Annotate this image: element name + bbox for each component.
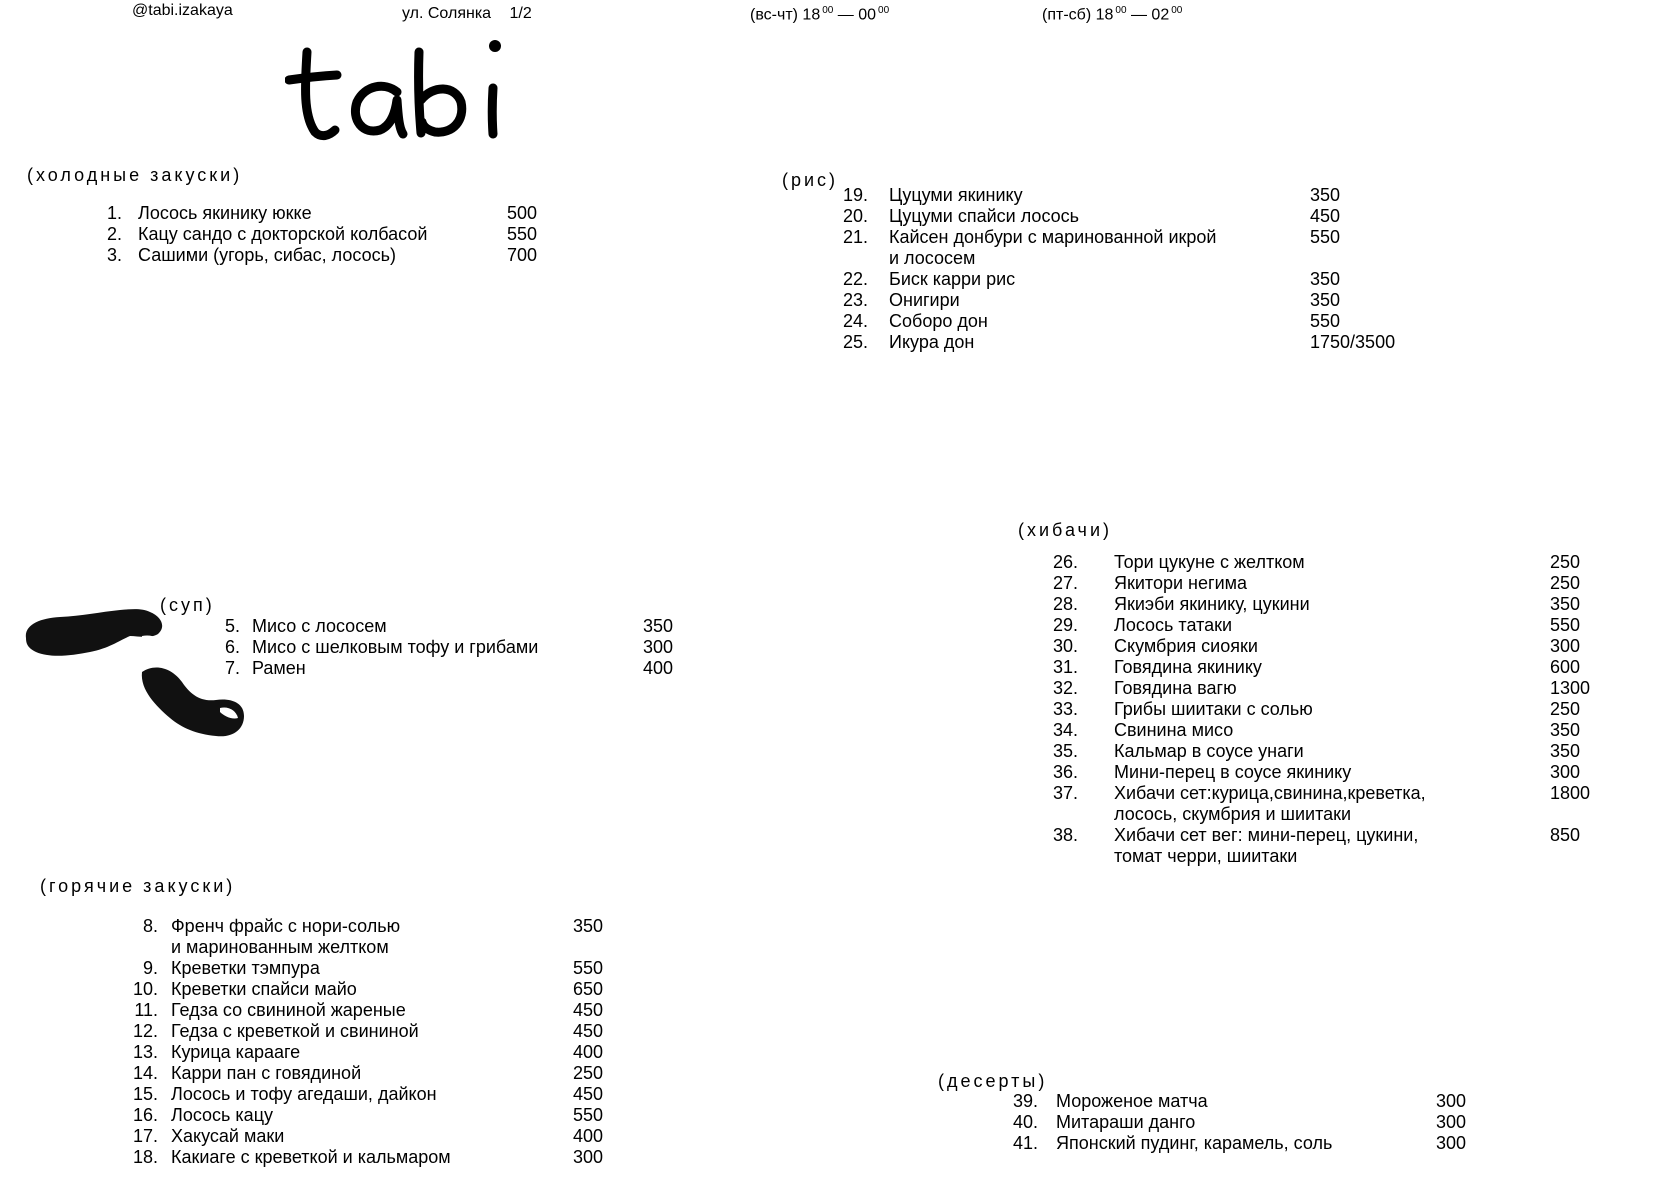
item-number: 17.: [132, 1126, 158, 1146]
item-price: 450: [573, 1000, 604, 1020]
item-name: Тори цукуне с желтком: [1114, 552, 1305, 572]
item-name: Лосось и тофу агедаши, дайкон: [171, 1084, 437, 1104]
item-number: 29.: [1052, 615, 1078, 635]
item-number: 38.: [1052, 825, 1078, 845]
item-price: 250: [1550, 573, 1581, 593]
hours-weekdays-open: (вс-чт) 18: [750, 6, 821, 24]
item-name: Соборо дон: [889, 311, 988, 331]
item-number: 16.: [132, 1105, 158, 1125]
item-price: 300: [643, 637, 674, 657]
item-name-cont: лосось, скумбрия и шиитаки: [1114, 804, 1352, 824]
item-price: 350: [1550, 720, 1581, 740]
item-price: 350: [573, 916, 604, 936]
item-name: Свинина мисо: [1114, 720, 1234, 740]
item-price: 350: [1310, 269, 1341, 289]
item-name: Говядина якинику: [1114, 657, 1262, 677]
item-name: Гедза с креветкой и свининой: [171, 1021, 419, 1041]
hours-sup: 00: [878, 5, 890, 16]
item-number: 25.: [842, 332, 868, 352]
section-title-cold: (холодные закуски): [27, 165, 243, 185]
item-number: 9.: [142, 958, 158, 978]
section-title-desserts: (десерты): [938, 1071, 1048, 1091]
item-number: 15.: [132, 1084, 158, 1104]
item-price: 500: [507, 203, 538, 223]
item-number: 32.: [1052, 678, 1078, 698]
item-price: 1750/3500: [1310, 332, 1396, 352]
item-price: 450: [573, 1084, 604, 1104]
item-price: 300: [1550, 636, 1581, 656]
instagram-handle: @tabi.izakaya: [132, 2, 233, 19]
item-number: 39.: [1012, 1091, 1038, 1111]
hours-sup: 00: [822, 5, 834, 16]
item-price: 550: [573, 1105, 604, 1125]
item-price: 250: [1550, 552, 1581, 572]
item-number: 13.: [132, 1042, 158, 1062]
item-name: Лосось якинику юкке: [138, 203, 312, 223]
item-number: 35.: [1052, 741, 1078, 761]
item-name-cont: и маринованным желтком: [171, 937, 389, 957]
hours-weekend-close: — 02: [1130, 6, 1170, 24]
item-price: 550: [507, 224, 538, 244]
item-name: Японский пудинг, карамель, соль: [1056, 1133, 1333, 1153]
item-name: Скумбрия сиояки: [1114, 636, 1258, 656]
item-number: 21.: [842, 227, 868, 247]
item-number: 12.: [132, 1021, 158, 1041]
item-number: 28.: [1052, 594, 1078, 614]
address: [402, 5, 532, 23]
item-price: 1800: [1550, 783, 1591, 803]
section-title-hot: (горячие закуски): [40, 876, 236, 896]
item-number: 5.: [224, 616, 240, 636]
item-name: Мороженое матча: [1056, 1091, 1208, 1111]
item-price: 600: [1550, 657, 1581, 677]
item-name: Креветки тэмпура: [171, 958, 320, 978]
footprints-icon: [20, 590, 250, 750]
hours-weekdays: [750, 5, 889, 24]
item-price: 350: [1550, 594, 1581, 614]
hours-sup: 00: [1115, 5, 1127, 16]
hours-sup: 00: [1171, 5, 1183, 16]
item-number: 27.: [1052, 573, 1078, 593]
item-number: 8.: [142, 916, 158, 936]
item-name: Карри пан с говядиной: [171, 1063, 362, 1083]
item-number: 22.: [842, 269, 868, 289]
item-name: Биск карри рис: [889, 269, 1016, 289]
item-price: 400: [573, 1126, 604, 1146]
item-number: 11.: [134, 1000, 158, 1020]
item-price: 300: [1436, 1091, 1467, 1111]
item-number: 6.: [224, 637, 240, 657]
item-number: 24.: [842, 311, 868, 331]
item-price: 550: [1310, 227, 1341, 247]
item-name: Сашими (угорь, сибас, лосось): [138, 245, 396, 265]
item-number: 1.: [106, 203, 122, 223]
section-title-soup: (суп): [160, 595, 215, 615]
item-number: 40.: [1012, 1112, 1038, 1132]
item-number: 19.: [842, 185, 868, 205]
section-title-rice: (рис): [782, 170, 839, 190]
item-price: 550: [1550, 615, 1581, 635]
item-number: 3.: [106, 245, 122, 265]
item-name: Мисо с лососем: [252, 616, 387, 636]
item-price: 550: [573, 958, 604, 978]
item-name: Рамен: [252, 658, 306, 678]
item-name: Грибы шиитаки с солью: [1114, 699, 1313, 719]
item-name: Хибачи сет вег: мини-перец, цукини,: [1114, 825, 1419, 845]
item-price: 450: [573, 1021, 604, 1041]
item-price: 350: [1310, 290, 1341, 310]
item-number: 31.: [1052, 657, 1078, 677]
item-name: Икура дон: [889, 332, 975, 352]
item-price: 400: [573, 1042, 604, 1062]
item-number: 34.: [1052, 720, 1078, 740]
item-number: 7.: [224, 658, 240, 678]
item-number: 20.: [842, 206, 868, 226]
item-name: Цуцуми спайси лосось: [889, 206, 1080, 226]
item-price: 850: [1550, 825, 1581, 845]
item-name: Митараши данго: [1056, 1112, 1196, 1132]
item-price: 450: [1310, 206, 1341, 226]
address-street: ул. Солянка: [402, 5, 492, 22]
item-name: Онигири: [889, 290, 960, 310]
item-number: 37.: [1052, 783, 1078, 803]
item-name: Цуцуми якинику: [889, 185, 1023, 205]
item-price: 350: [643, 616, 674, 636]
item-price: 350: [1310, 185, 1341, 205]
item-price: 1300: [1550, 678, 1591, 698]
item-price: 700: [507, 245, 538, 265]
item-price: 300: [1436, 1112, 1467, 1132]
item-number: 14.: [132, 1063, 158, 1083]
item-name: Хибачи сет:курица,свинина,креветка,: [1114, 783, 1426, 803]
item-price: 300: [1550, 762, 1581, 782]
item-name: Гедза со свининой жареные: [171, 1000, 406, 1020]
item-number: 30.: [1052, 636, 1078, 656]
item-price: 250: [573, 1063, 604, 1083]
item-price: 650: [573, 979, 604, 999]
item-name: Какиаге с креветкой и кальмаром: [171, 1147, 451, 1167]
item-price: 250: [1550, 699, 1581, 719]
item-name: Кацу сандо с докторской колбасой: [138, 224, 428, 244]
item-name: Мини-перец в соусе якинику: [1114, 762, 1352, 782]
item-name: Кальмар в соусе унаги: [1114, 741, 1304, 761]
hours-weekend: [1042, 5, 1182, 24]
item-name: Говядина вагю: [1114, 678, 1237, 698]
item-name: Якитори негима: [1114, 573, 1248, 593]
item-number: 41.: [1012, 1133, 1038, 1153]
item-number: 23.: [842, 290, 868, 310]
item-name: Хакусай маки: [171, 1126, 285, 1146]
address-number: 1/2: [509, 5, 532, 22]
hours-weekend-open: (пт-сб) 18: [1042, 6, 1114, 24]
item-name: Лосось кацу: [171, 1105, 274, 1125]
item-name: Лосось татаки: [1114, 615, 1233, 635]
item-name: Кайсен донбури с маринованной икрой: [889, 227, 1217, 247]
item-price: 400: [643, 658, 674, 678]
item-name: Креветки спайси майо: [171, 979, 357, 999]
hours-weekdays-close: — 00: [837, 6, 877, 24]
item-number: 26.: [1052, 552, 1078, 572]
item-price: 550: [1310, 311, 1341, 331]
item-number: 18.: [132, 1147, 158, 1167]
item-number: 10.: [132, 979, 158, 999]
item-name-cont: и лососем: [889, 248, 976, 268]
item-price: 300: [1436, 1133, 1467, 1153]
item-number: 36.: [1052, 762, 1078, 782]
item-number: 2.: [106, 224, 122, 244]
tabi-logo: [285, 30, 515, 145]
item-name: Мисо с шелковым тофу и грибами: [252, 637, 539, 657]
item-name-cont: томат черри, шиитаки: [1114, 846, 1298, 866]
item-number: 33.: [1052, 699, 1078, 719]
item-price: 350: [1550, 741, 1581, 761]
item-name: Курица карааге: [171, 1042, 301, 1062]
section-title-hibachi: (хибачи): [1018, 520, 1112, 540]
item-name: Якиэби якинику, цукини: [1114, 594, 1310, 614]
item-price: 300: [573, 1147, 604, 1167]
item-name: Френч фрайс с нори-солью: [171, 916, 401, 936]
